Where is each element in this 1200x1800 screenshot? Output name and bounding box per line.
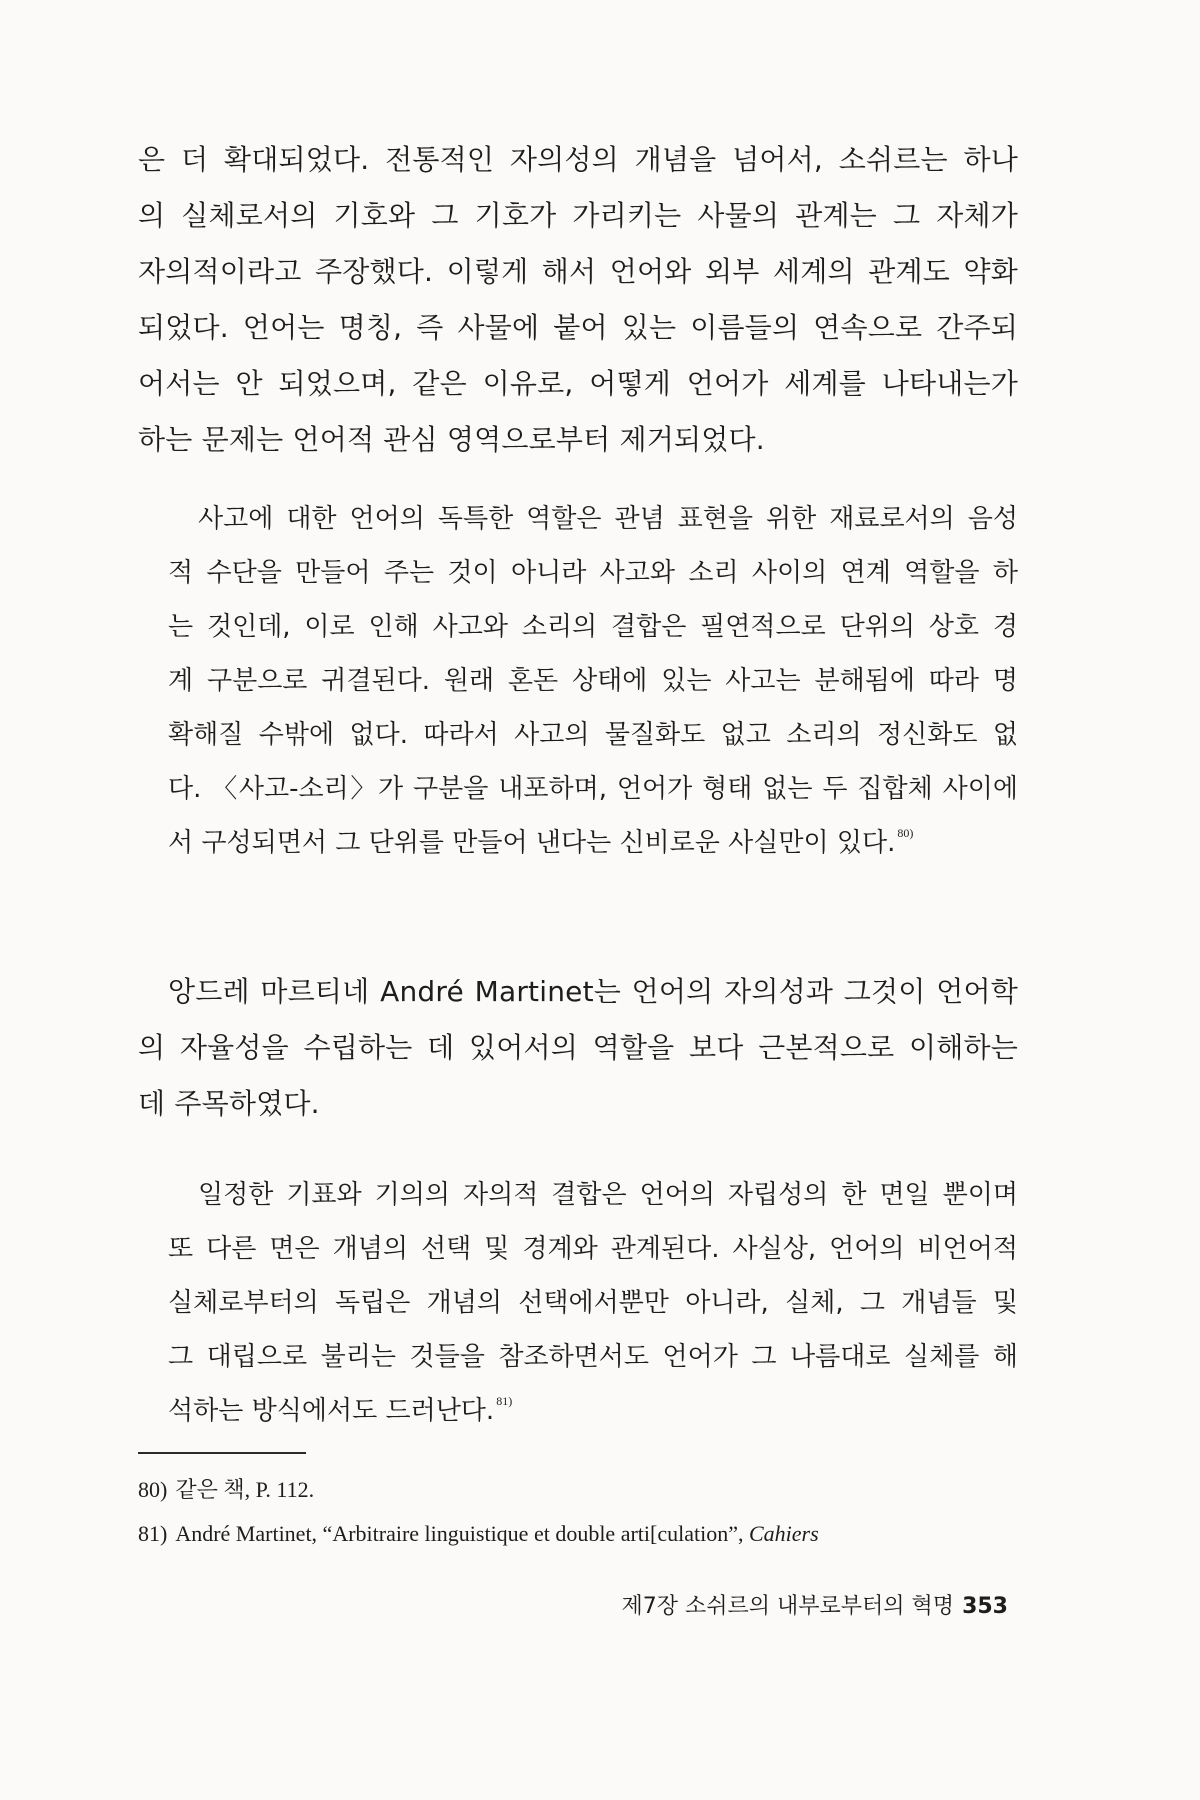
text-line: 어서는 안 되었으며, 같은 이유로, 어떻게 언어가 세계를 나타내는가 bbox=[138, 367, 1018, 400]
footnote-text: André Martinet, “Arbitraire linguistique et double arti[culation”, bbox=[175, 1521, 744, 1546]
footnote-text: 같은 책, P. 112. bbox=[175, 1477, 315, 1502]
footnote-ref-80[interactable]: 80) bbox=[897, 826, 914, 840]
quote-line bbox=[168, 1384, 1018, 1438]
footnotes bbox=[138, 1468, 1018, 1556]
quote-line: 또 다른 면은 개념의 선택 및 경계와 관계된다. 사실상, 언어의 비언어적 bbox=[168, 1234, 1018, 1264]
body-paragraph-1 bbox=[138, 132, 1018, 468]
page-number: 353 bbox=[962, 1594, 1008, 1619]
quote-line: 사고에 대한 언어의 독특한 역할은 관념 표현을 위한 재료로서의 음성 bbox=[198, 504, 1018, 534]
text-line: 의 실체로서의 기호와 그 기호가 가리키는 사물의 관계는 그 자체가 bbox=[138, 199, 1018, 232]
quote-line: 계 구분으로 귀결된다. 원래 혼돈 상태에 있는 사고는 분해됨에 따라 명 bbox=[168, 666, 1018, 696]
chapter-title: 제7장 소쉬르의 내부로부터의 혁명 bbox=[621, 1594, 955, 1619]
text-line: 자의적이라고 주장했다. 이렇게 해서 언어와 외부 세계의 관계도 약화 bbox=[138, 255, 1018, 288]
text-line: 의 자율성을 수립하는 데 있어서의 역할을 보다 근본적으로 이해하는 bbox=[138, 1031, 1018, 1064]
footnote-80 bbox=[138, 1468, 1018, 1512]
quote-line: 적 수단을 만들어 주는 것이 아니라 사고와 소리 사이의 연계 역할을 하 bbox=[168, 558, 1018, 588]
quote-line bbox=[168, 816, 1018, 870]
block-quote-2 bbox=[168, 1168, 1018, 1438]
quote-line: 확해질 수밖에 없다. 따라서 사고의 물질화도 없고 소리의 정신화도 없 bbox=[168, 720, 1018, 750]
footnote-journal-title: Cahiers bbox=[748, 1521, 819, 1546]
footnote-81 bbox=[138, 1512, 1018, 1556]
block-quote-1 bbox=[168, 492, 1018, 870]
quote-line: 다. 〈사고-소리〉가 구분을 내포하며, 언어가 형태 없는 두 집합체 사이에 bbox=[168, 774, 1018, 804]
text-line: 데 주목하였다. bbox=[138, 1087, 320, 1120]
quote-line-text: 석하는 방식에서도 드러난다. bbox=[168, 1396, 495, 1426]
footnote-number: 80) bbox=[138, 1477, 168, 1502]
text-line: 은 더 확대되었다. 전통적인 자의성의 개념을 넘어서, 소쉬르는 하나 bbox=[138, 143, 1018, 176]
quote-line: 그 대립으로 불리는 것들을 참조하면서도 언어가 그 나름대로 실체를 해 bbox=[168, 1342, 1018, 1372]
quote-line-text: 서 구성되면서 그 단위를 만들어 낸다는 신비로운 사실만이 있다. bbox=[168, 828, 896, 858]
footnote-divider bbox=[138, 1452, 306, 1454]
text-line: 앙드레 마르티네 André Martinet는 언어의 자의성과 그것이 언어학 bbox=[168, 975, 1018, 1008]
text-line: 되었다. 언어는 명칭, 즉 사물에 붙어 있는 이름들의 연속으로 간주되 bbox=[138, 311, 1018, 344]
footnote-number: 81) bbox=[138, 1521, 168, 1546]
footnote-ref-81[interactable]: 81) bbox=[496, 1394, 513, 1408]
quote-line: 는 것인데, 이로 인해 사고와 소리의 결합은 필연적으로 단위의 상호 경 bbox=[168, 612, 1018, 642]
body-paragraph-2 bbox=[138, 964, 1018, 1132]
quote-line: 실체로부터의 독립은 개념의 선택에서뿐만 아니라, 실체, 그 개념들 및 bbox=[168, 1288, 1018, 1318]
running-footer bbox=[622, 1592, 1008, 1622]
text-line: 하는 문제는 언어적 관심 영역으로부터 제거되었다. bbox=[138, 423, 765, 456]
quote-line: 일정한 기표와 기의의 자의적 결합은 언어의 자립성의 한 면일 뿐이며 bbox=[198, 1180, 1018, 1210]
